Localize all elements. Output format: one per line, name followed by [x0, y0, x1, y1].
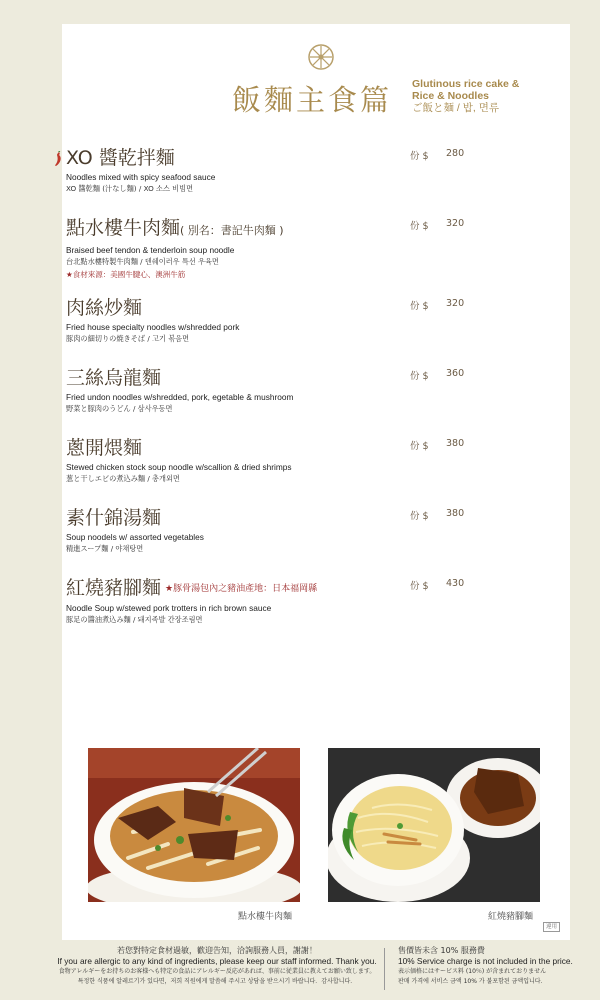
item-japanese-korean: 葱と干しエビの煮込み麵 / 총개외면: [66, 474, 180, 483]
item-name: 肉絲炒麵: [66, 297, 143, 319]
chili-pepper-icon: [53, 151, 63, 167]
allergy-notice: 若您對特定食材過敏，歡迎告知，洽詢服務人員，謝謝！ If you are allergic to any kind of ingredients, please keep our staff informed. Thank you. 食物アレルギーをお持ちのお客様へも特定の食品にアレルギー反応があれば、事前に従業員に教えてお願い致します。 특정한 식품에 알레르기가 있다면，저희 직원에게 말씀해 주시고 상담을 받으시기 바랍니다．감사합니다．: [57, 946, 377, 985]
item-price: 份 $ 380: [410, 438, 465, 452]
stamp-label: 違用: [543, 922, 560, 932]
beef-noodle-photo: [88, 748, 300, 902]
page-subtitle: Glutinous rice cake & Rice & Noodles ご飯と麺 / 밥, 면류: [412, 78, 520, 114]
item-japanese-korean: 野菜と豚肉のうどん / 삼사우동면: [66, 404, 173, 413]
item-japanese-korean: 豚足の醬油煮込み麵 / 돼지족발 간장조림면: [66, 614, 203, 624]
item-japanese-korean: 台北點水樓特製牛肉麵 / 덴쉐이러우 특선 우육면: [66, 257, 219, 266]
item-english: Stewed chicken stock soup noodle w/scallion & dried shrimps: [66, 462, 292, 472]
photo-caption: 紅燒豬腳麵: [488, 912, 534, 922]
ingredient-source: ★食材來源：美國牛腱心、澳洲牛筋: [66, 270, 186, 279]
item-price: 份 $ 320: [410, 298, 465, 312]
pork-trotter-noodle-photo: [328, 748, 540, 902]
item-price: 份 $ 430: [410, 578, 465, 592]
item-alias: ( 別名：書記牛肉麵 ): [180, 224, 284, 237]
item-name: 蔥開煨麵: [66, 437, 143, 459]
item-price: 份 $ 320: [410, 218, 465, 232]
pork-trotter-illustration: [328, 748, 540, 902]
item-name: 點水樓牛肉麵( 別名：書記牛肉麵 ): [66, 217, 284, 239]
item-english: Soup noodels w/ assorted vegetables: [66, 532, 204, 542]
item-price: 份 $ 280: [410, 148, 465, 162]
page-title: 飯麵主食篇: [232, 83, 393, 117]
item-japanese-korean: 豚肉の細切りの焼きそば / 고기 볶음면: [66, 334, 190, 343]
item-english: Noodles mixed with spicy seafood sauce: [66, 172, 216, 182]
item-japanese-korean: 精進スープ麵 / 야채탕면: [66, 544, 144, 553]
item-english: Fried undon noodles w/shredded, pork, egetable & mushroom: [66, 392, 294, 402]
item-price: 份 $ 360: [410, 368, 465, 382]
item-english: Noodle Soup w/stewed pork trotters in rich brown sauce: [66, 602, 272, 613]
item-price: 份 $ 380: [410, 508, 465, 522]
item-name: XO 醬乾拌麵: [66, 147, 175, 169]
item-japanese-korean: XO 醬乾麵 (汁なし麵) / XO 소스 비빔면: [66, 184, 194, 193]
item-name: 紅燒豬腳麵 ★豚骨湯包內之豬油產地：日本福岡縣: [66, 577, 318, 599]
photo-caption: 點水樓牛肉麵: [238, 912, 293, 922]
ingredient-note: ★豚骨湯包內之豬油產地：日本福岡縣: [165, 583, 318, 594]
footer-divider: [384, 948, 385, 990]
item-name: 三絲烏龍麵: [66, 367, 162, 389]
beef-noodle-illustration: [88, 748, 300, 902]
item-name: 素什錦湯麵: [66, 507, 162, 529]
item-english: Braised beef tendon & tenderloin soup noodle: [66, 245, 235, 255]
item-english: Fried house specialty noodles w/shredded pork: [66, 322, 240, 332]
wheel-emblem-icon: [308, 44, 334, 70]
service-charge-notice: 售價皆未含 10% 服務費 10% Service charge is not included in the price. 表示価格にはサービス料 (10％) が含まれておりません 판매 가격에 서비스 금액 10% 가 불포함된 금액입니다．: [398, 946, 573, 985]
